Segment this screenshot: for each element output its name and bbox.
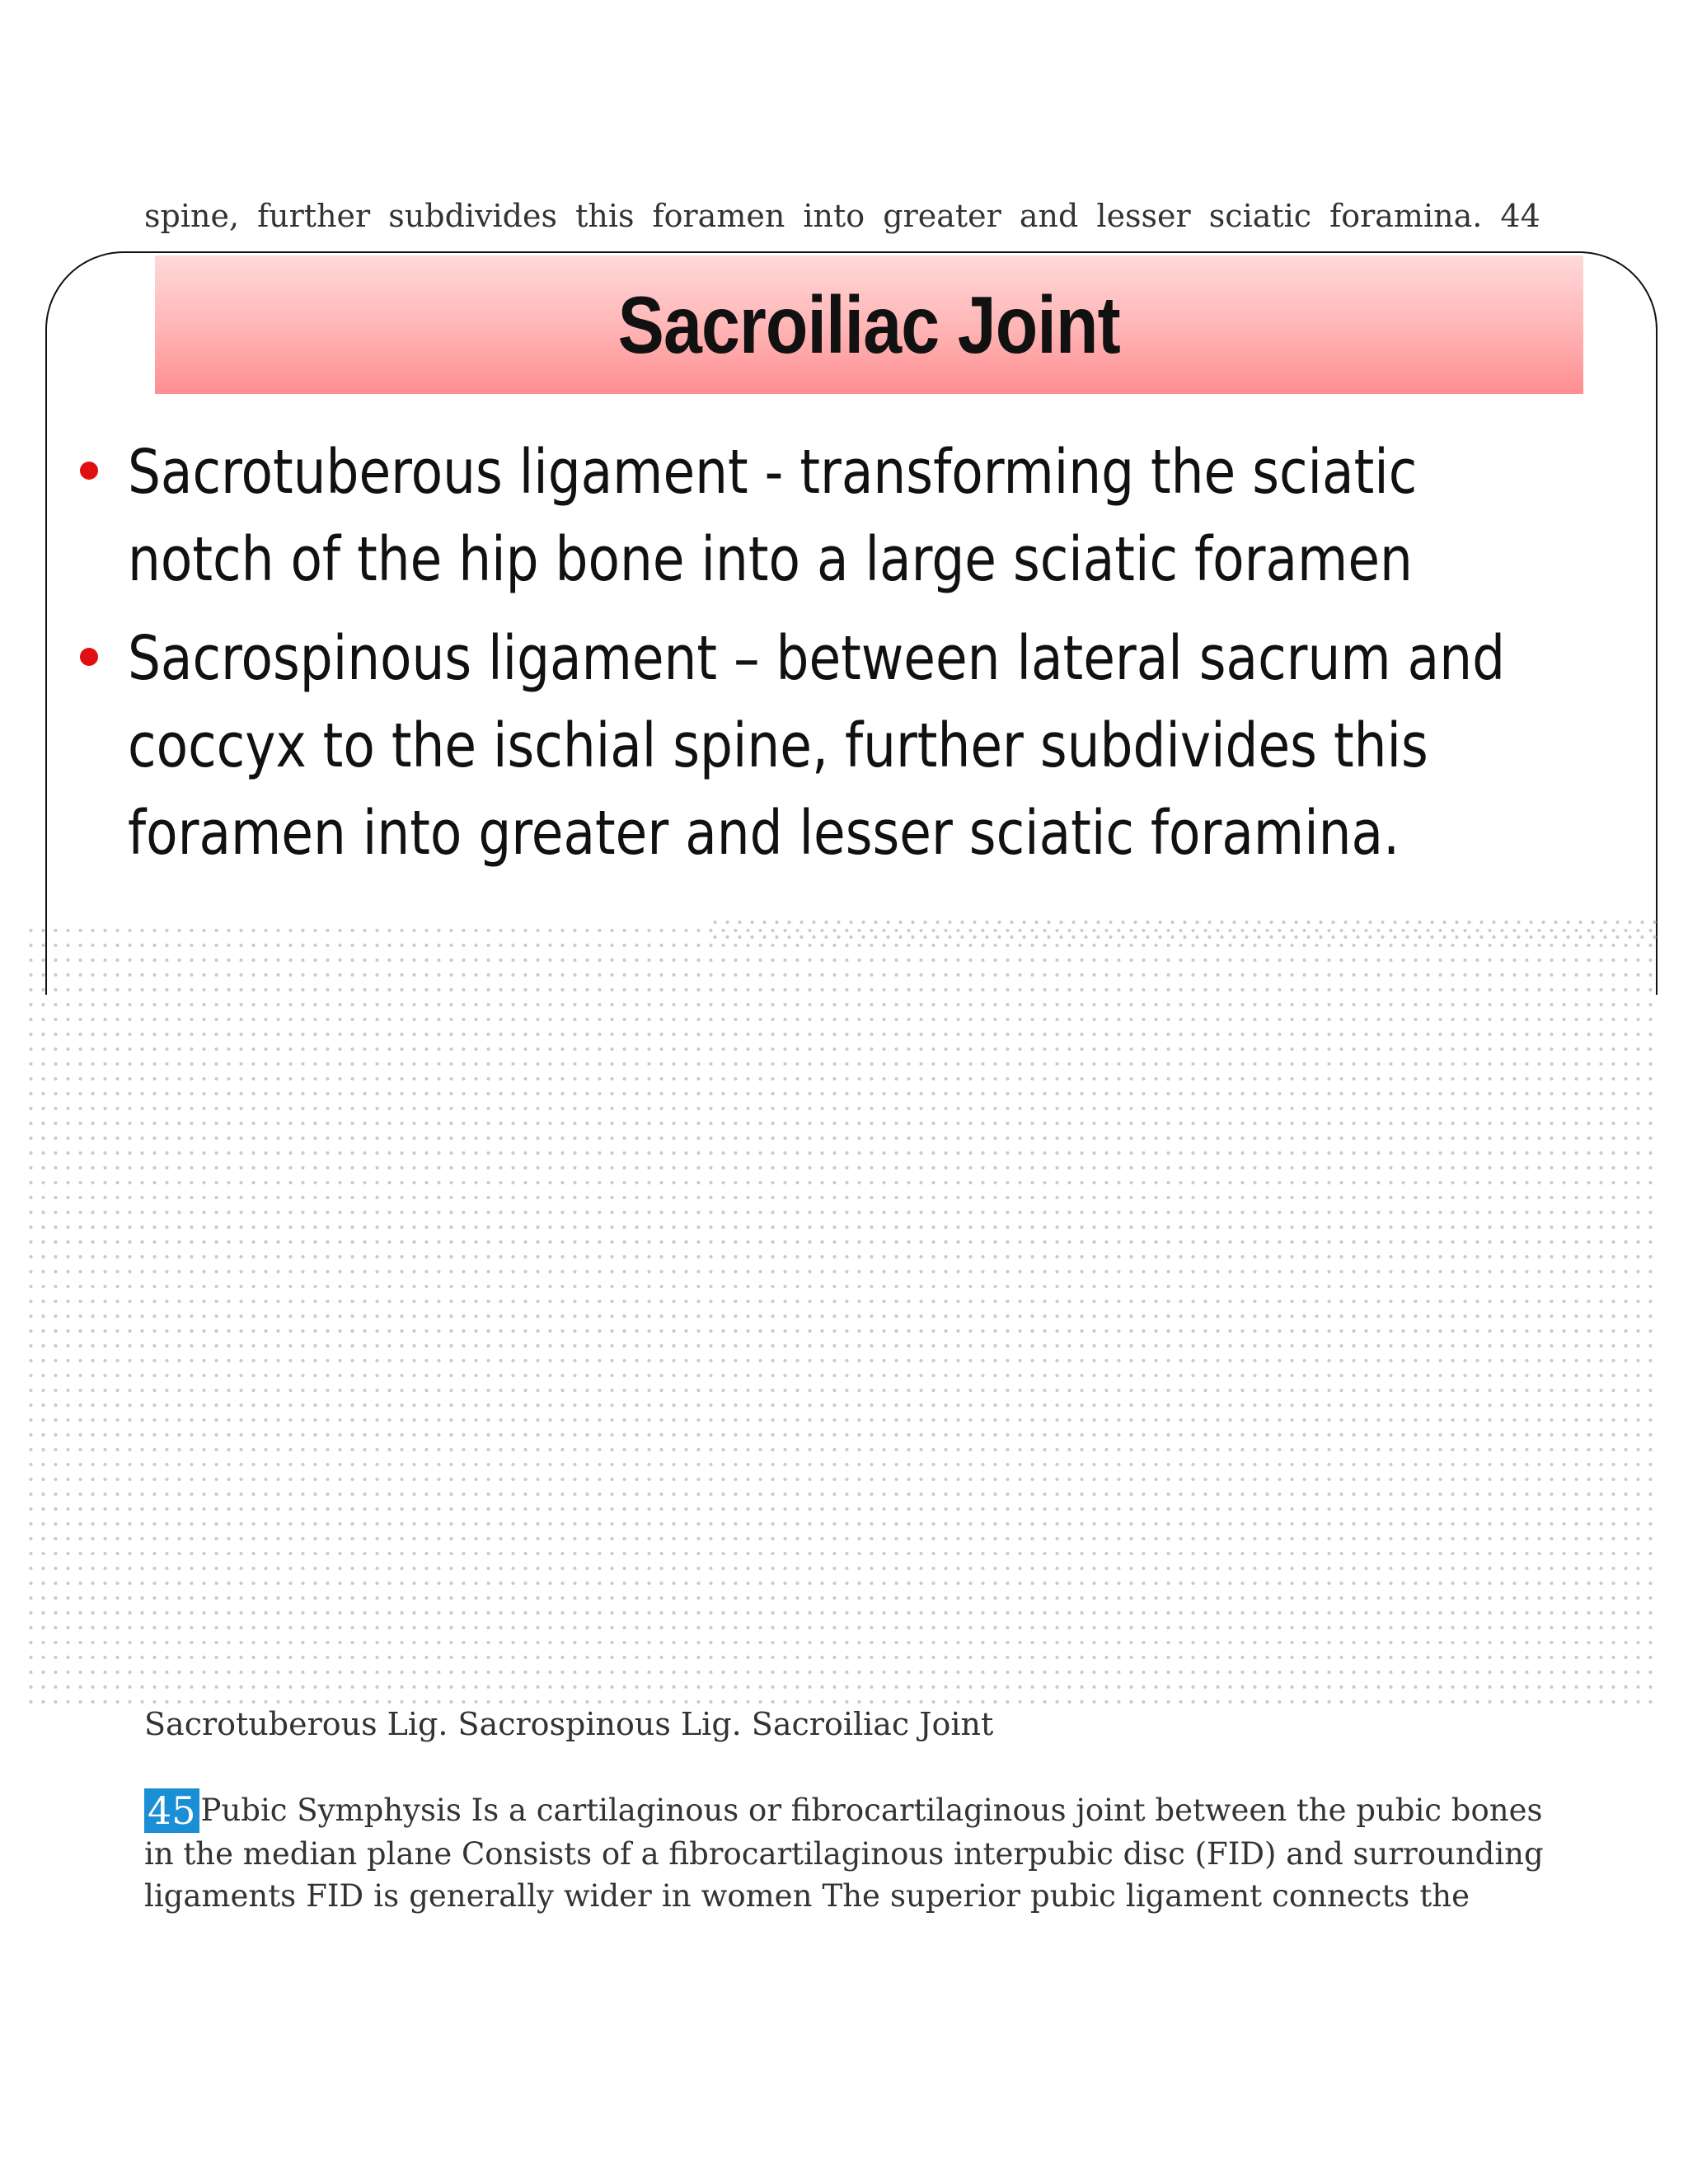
paragraph-line-1 xyxy=(144,1788,1543,1833)
body-paragraph xyxy=(144,1788,1544,1917)
slide-bullet-list xyxy=(70,429,1653,888)
page-number-badge: 45 xyxy=(144,1788,199,1833)
paragraph-line-3: ligaments FID is generally wider in women The superior pubic ligament connects the xyxy=(144,1878,1470,1914)
figure-caption: Sacrotuberous Lig. Sacrospinous Lig. Sacroiliac Joint xyxy=(144,1706,994,1742)
slide-bullet-item xyxy=(70,429,1653,603)
slide-bullet-text: Sacrotuberous ligament - transforming the sciatic notch of the hip bone into a large sciatic foramen xyxy=(128,437,1418,595)
slide-bullet-text: Sacrospinous ligament – between lateral sacrum and coccyx to the ischial spine, further subdivides this foramen into greater and lesser sciatic foramina. xyxy=(128,623,1506,869)
bullet-dot-icon xyxy=(80,648,98,666)
paragraph-line-1-text: Pubic Symphysis Is a cartilaginous or fibrocartilaginous joint between the pubic bones xyxy=(200,1793,1543,1828)
dotted-image-placeholder xyxy=(25,923,1661,1706)
bullet-dot-icon xyxy=(80,462,98,480)
paragraph-line-2: in the median plane Consists of a fibrocartilaginous interpubic disc (FID) and surrounding xyxy=(144,1836,1544,1872)
slide-title-bar xyxy=(155,255,1583,394)
slide-title: Sacroiliac Joint xyxy=(617,279,1121,370)
slide-bullet-item xyxy=(70,615,1653,877)
page-text-top-line: spine, further subdivides this foramen into greater and lesser sciatic foramina. 44 xyxy=(144,198,1540,234)
